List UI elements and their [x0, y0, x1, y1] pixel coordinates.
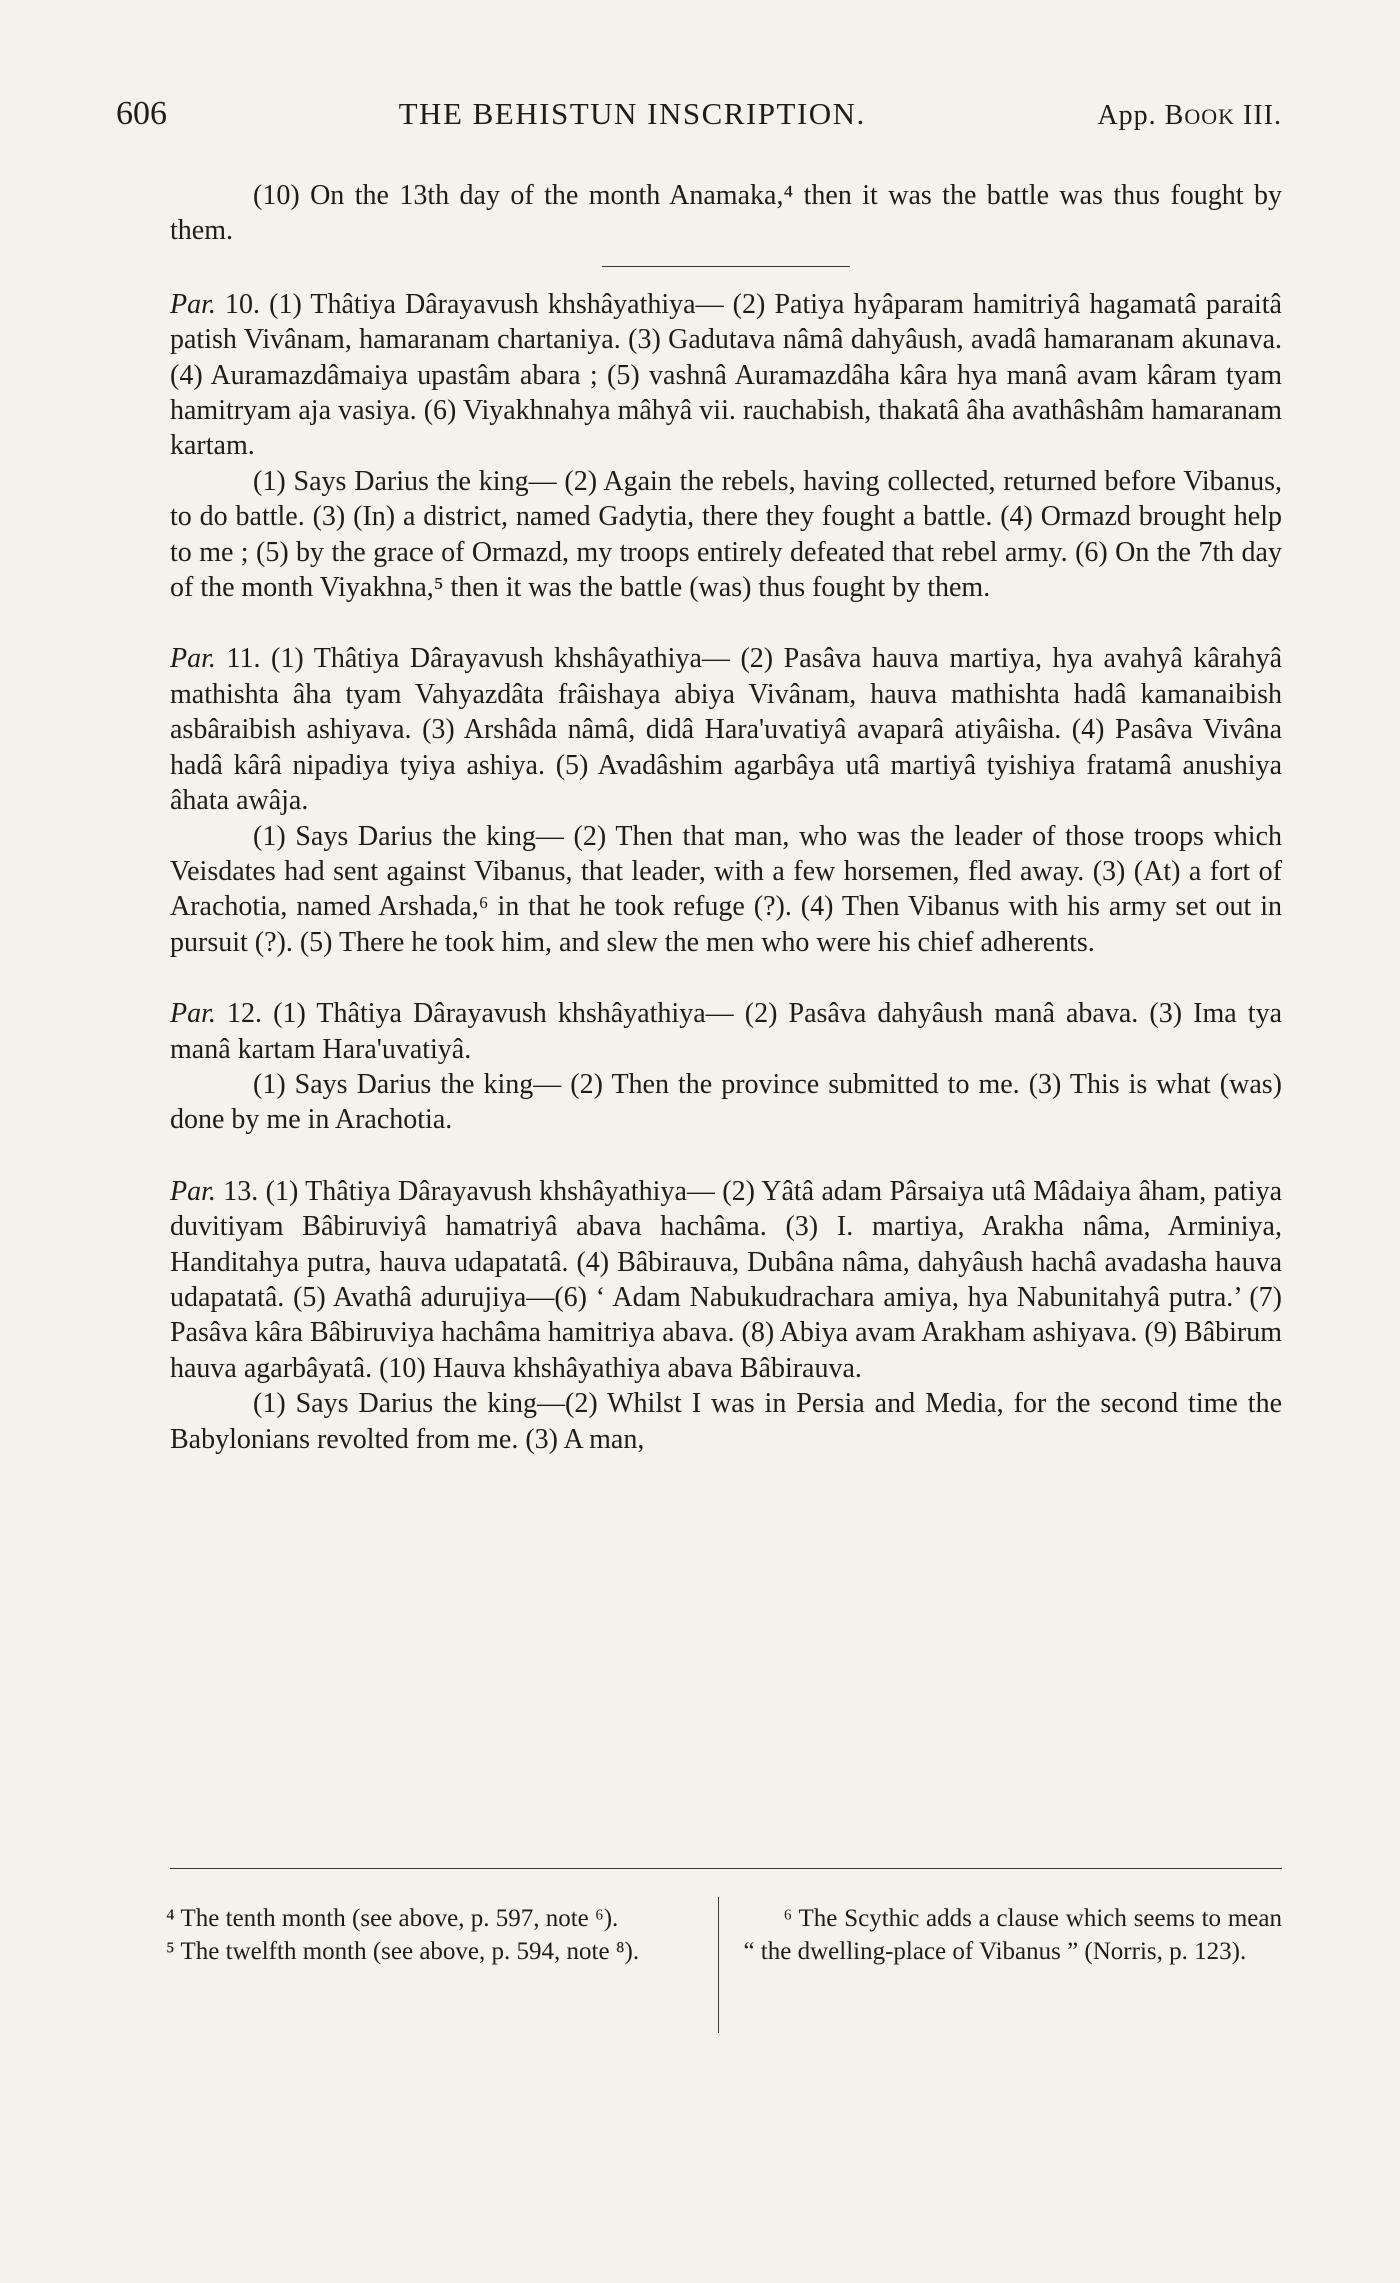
- page-number: 606: [116, 95, 167, 132]
- par10-label: Par.: [170, 288, 216, 320]
- par11-label: Par.: [170, 643, 216, 675]
- par13-original: [170, 1174, 1282, 1386]
- spacer: [170, 1138, 1282, 1174]
- spacer: [170, 605, 1282, 641]
- section-suffix: III.: [1235, 100, 1282, 131]
- footnote-5: ⁵ The twelfth month (see above, p. 594, note ⁸).: [166, 1938, 640, 1965]
- footnote-4: ⁴ The tenth month (see above, p. 597, note ⁶).: [166, 1905, 619, 1932]
- par12-original: [170, 996, 1282, 1067]
- par10-number: 10.: [225, 288, 261, 320]
- footnotes: [116, 1902, 1282, 2033]
- par11-translation: (1) Says Darius the king— (2) Then that man, who was the leader of those troops which Veisdates had sent against Vibanus, that leader, with a few horsemen, fled away. (3) (At) a fort of Arachotia, named Arshada,⁶ in that he took refuge (?). (4) Then Vibanus with his army set out in pursuit (?). (5) There he took him, and slew the men who were his chief adherents.: [170, 820, 1282, 958]
- par13-text: (1) Thâtiya Dârayavush khshâyathiya— (2) Yâtâ adam Pârsaiya utâ Mâdaiya âham, patiya duvitiyam Bâbiruviyâ hamatriyâ abava hachâma. (3) I. martiya, Arakha nâma, Arminiya, Handitahya putra, hauva udapatatâ. (4) Bâbirauva, Dubâna nâma, dahyâush hachâ avadasha hauva udapatatâ. (5) Avathâ adurujiya—(6) ‘ Adam Nabukudrachara amiya, hya Nabunitahyâ putra.’ (7) Pasâva kâra Bâbiruviya hachâma hamitriya abava. (8) Abiya avam Arakham ashiyava. (9) Bâbirum hauva agarbâyatâ. (10) Hauva khshâyathiya abava Bâbirauva.: [170, 1175, 1283, 1384]
- par12-text: (1) Thâtiya Dârayavush khshâyathiya— (2) Pasâva dahyâush manâ abava. (3) Ima tya manâ kartam Hara'uvatiyâ.: [170, 998, 1283, 1065]
- par10-text: (1) Thâtiya Dârayavush khshâyathiya— (2) Patiya hyâparam hamitriyâ hagamatâ paraitâ patish Vivânam, hamaranam chartaniya. (3) Gadutava nâmâ dahyâush, avadâ hamaranam akunava. (4) Auramazdâmaiya upastâm abara ; (5) vashnâ Auramazdâha kâra hya manâ avam kâram tyam hamitryam aja vasiya. (6) Viyakhnahya mâhyâ vii. rauchabish, thakatâ âha avathâshâm hamaranam kartam.: [170, 288, 1282, 462]
- par11-text: (1) Thâtiya Dârayavush khshâyathiya— (2) Pasâva hauva martiya, hya avahyâ kârahyâ mathishta âha tyam Vahyazdâta frâishaya abiya Vivânam, hauva mathishta hadâ kamanaibish asbâraibish ashiyava. (3) Arshâda nâmâ, didâ Hara'uvatiyâ avaparâ atiyâisha. (4) Pasâva Vivâna hadâ kârâ nipadiya tyiya ashiya. (5) Avadâshim agarbâya utâ martiyâ tyishiya fratamâ anushiya âhata awâja.: [170, 643, 1283, 817]
- footnote-rule: [170, 1868, 1282, 1869]
- section-prefix: App. B: [1097, 100, 1185, 131]
- par13-translation: (1) Says Darius the king—(2) Whilst I was in Persia and Media, for the second time the Babylonians revolted from me. (3) A man,: [170, 1388, 1282, 1455]
- footnote-6: ⁶ The Scythic adds a clause which seems to mean “ the dwelling-place of Vibanus ” (Norris, p. 123).: [743, 1905, 1282, 1965]
- running-header: [116, 95, 1282, 133]
- par13-number: 13.: [223, 1175, 259, 1207]
- footnotes-right: [719, 1902, 1282, 2033]
- section-divider: [602, 266, 850, 267]
- par12-number: 12.: [227, 998, 263, 1030]
- main-text: [170, 178, 1282, 1457]
- par10-translation: (1) Says Darius the king— (2) Again the rebels, having collected, returned before Vibanus, to do battle. (3) (In) a district, named Gadytia, there they fought a battle. (4) Ormazd brought help to me ; (5) by the grace of Ormazd, my troops entirely defeated that rebel army. (6) On the 7th day of the month Viyakhna,⁵ then it was the battle (was) thus fought by them.: [170, 465, 1282, 604]
- section-small-caps: OOK: [1184, 104, 1236, 129]
- par12-label: Par.: [170, 998, 216, 1030]
- par11-original: [170, 641, 1282, 818]
- spacer: [170, 960, 1282, 996]
- intro-paragraph: (10) On the 13th day of the month Anamaka,⁴ then it was the battle was thus fought by them.: [170, 180, 1282, 247]
- par10-original: [170, 287, 1282, 464]
- par12-translation: (1) Says Darius the king— (2) Then the province submitted to me. (3) This is what (was) done by me in Arachotia.: [170, 1068, 1282, 1136]
- running-title: THE BEHISTUN INSCRIPTION.: [398, 96, 866, 131]
- section-label: [1097, 100, 1282, 132]
- par11-number: 11.: [226, 643, 261, 675]
- footnotes-left: [116, 1902, 718, 2033]
- par13-label: Par.: [170, 1175, 216, 1207]
